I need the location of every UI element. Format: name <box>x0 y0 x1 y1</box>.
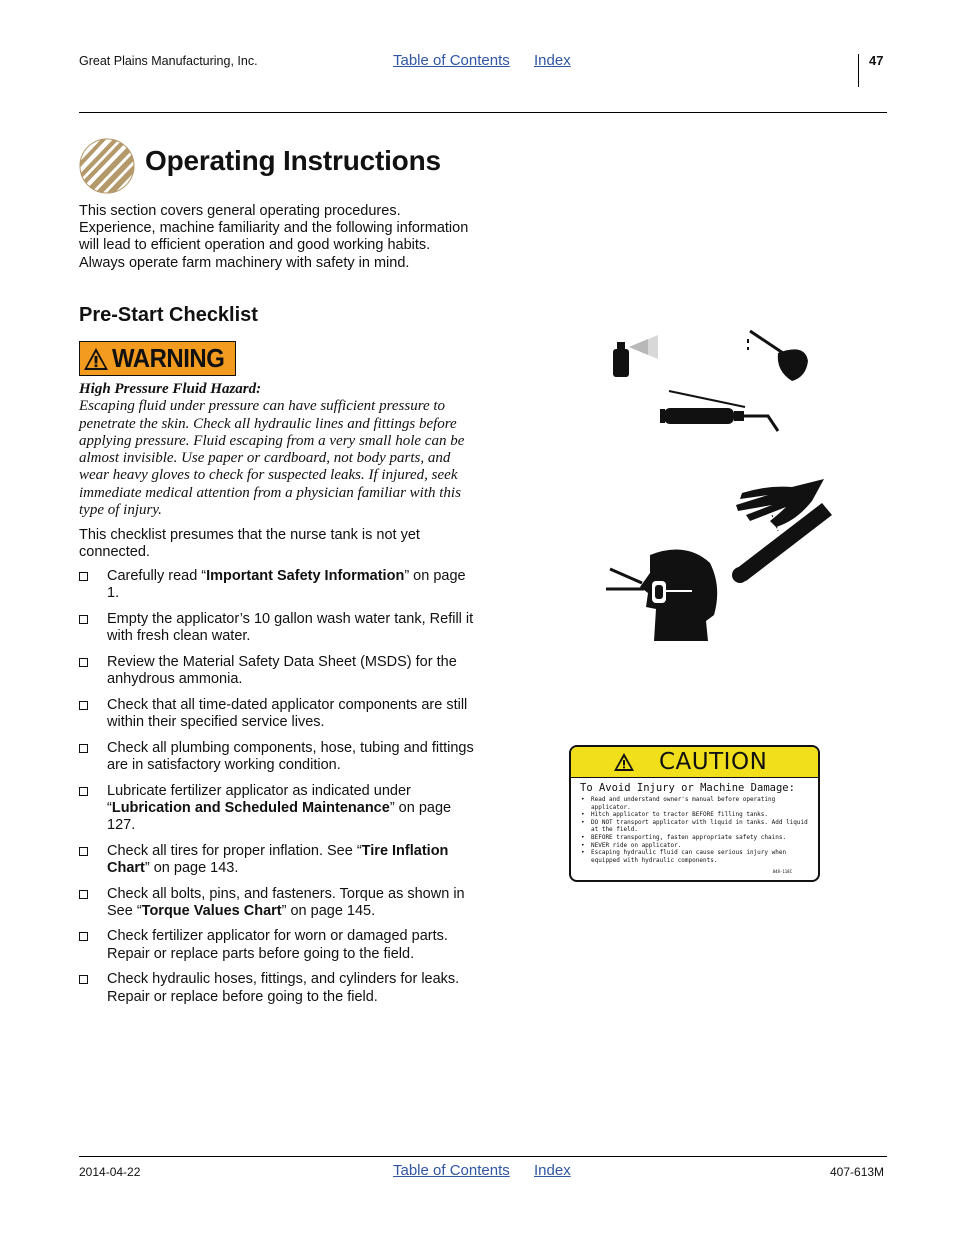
checklist-heading: Pre-Start Checklist <box>79 304 258 326</box>
checkbox[interactable] <box>79 701 88 710</box>
grease-gun-icon <box>660 391 778 431</box>
list-item: Check all bolts, pins, and fasteners. Torque as shown in See “Torque Values Chart” on page 145. <box>79 886 474 920</box>
checkbox[interactable] <box>79 744 88 753</box>
caution-triangle-icon <box>613 752 635 772</box>
list-item: • BEFORE transporting, fasten appropriate safety chains. <box>581 834 818 842</box>
list-item: Review the Material Safety Data Sheet (MSDS) for the anhydrous ammonia. <box>79 654 474 688</box>
list-item: Check fertilizer applicator for worn or damaged parts. Repair or replace parts before going to the field. <box>79 928 474 962</box>
warning-badge <box>79 341 236 376</box>
footer-rule <box>79 1156 887 1157</box>
header-index-link[interactable]: Index <box>534 52 571 69</box>
decal-code: 848-118C <box>772 869 792 874</box>
oil-can-icon <box>747 331 808 381</box>
page-title: Operating Instructions <box>145 145 441 176</box>
caution-bar <box>571 747 818 778</box>
list-item: • Read and understand owner's manual before operating applicator. <box>581 796 818 811</box>
checklist <box>79 568 474 1014</box>
list-item: Empty the applicator’s 10 gallon wash water tank, Refill it with fresh clean water. <box>79 611 474 645</box>
checkbox[interactable] <box>79 975 88 984</box>
list-item: • Escaping hydraulic fluid can cause serious injury when equipped with hydraulic components. <box>581 849 818 864</box>
header-rule <box>79 112 887 113</box>
checkbox[interactable] <box>79 932 88 941</box>
footer-index-link[interactable]: Index <box>534 1162 571 1179</box>
footer-doc-number: 407-613M <box>830 1165 885 1179</box>
checkbox[interactable] <box>79 572 88 581</box>
list-item: Check hydraulic hoses, fittings, and cylinders for leaks. Repair or replace before going to the field. <box>79 971 474 1005</box>
footer-toc-link[interactable]: Table of Contents <box>393 1162 510 1179</box>
caution-subtitle: To Avoid Injury or Machine Damage: <box>580 782 795 794</box>
header-toc-link[interactable]: Table of Contents <box>393 52 510 69</box>
list-item: • DO NOT transport applicator with liquid in tanks. Add liquid at the field. <box>581 819 818 834</box>
hydraulic-hazard-illustration <box>600 325 840 650</box>
hazard-title: High Pressure Fluid Hazard: <box>79 381 262 397</box>
company-name: Great Plains Manufacturing, Inc. <box>79 54 258 68</box>
hand-hose-icon <box>732 479 832 583</box>
checklist-presume: This checklist presumes that the nurse tank is not yet connected. <box>79 527 420 561</box>
page-number: 47 <box>869 53 884 68</box>
warning-label: WARNING <box>112 343 225 373</box>
warning-triangle-icon <box>83 347 109 371</box>
checkbox[interactable] <box>79 615 88 624</box>
checkbox[interactable] <box>79 847 88 856</box>
list-item: • Hitch applicator to tractor BEFORE filling tanks. <box>581 811 818 819</box>
intro-paragraph: This section covers general operating procedures. Experience, machine familiarity and the following information will lead to efficient operation and good working habits. Always operate farm machinery with safety in mind. <box>79 203 469 271</box>
checkbox[interactable] <box>79 890 88 899</box>
list-item: Carefully read “Important Safety Information” on page 1. <box>79 568 474 602</box>
section-logo-icon <box>79 137 135 195</box>
checkbox[interactable] <box>79 787 88 796</box>
caution-list <box>571 796 818 864</box>
list-item: Lubricate fertilizer applicator as indicated under “Lubrication and Scheduled Maintenance” on page 127. <box>79 783 474 835</box>
safety-goggles-head-icon <box>606 550 717 641</box>
list-item: Check all plumbing components, hose, tubing and fittings are in satisfactory working condition. <box>79 740 474 774</box>
spray-can-icon <box>613 335 658 377</box>
checkbox[interactable] <box>79 658 88 667</box>
caution-label: CAUTION <box>659 749 768 775</box>
hazard-text: Escaping fluid under pressure can have sufficient pressure to penetrate the skin. Check all hydraulic lines and fittings before applying pressure. Fluid escaping from a very small hole can be almost invisible. Use paper or cardboard, not body parts, and wear heavy gloves to check for suspected leaks. If injured, seek immediate medical attention from a physician familiar with this type of injury. <box>79 398 465 519</box>
hazard-message <box>79 381 474 519</box>
footer-date: 2014-04-22 <box>79 1165 141 1179</box>
list-item: Check all tires for proper inflation. See “Tire Inflation Chart” on page 143. <box>79 843 474 877</box>
caution-decal <box>569 745 820 882</box>
list-item: • NEVER ride on applicator. <box>581 842 818 850</box>
header-divider <box>858 54 859 87</box>
list-item: Check that all time-dated applicator components are still within their specified service lives. <box>79 697 474 731</box>
